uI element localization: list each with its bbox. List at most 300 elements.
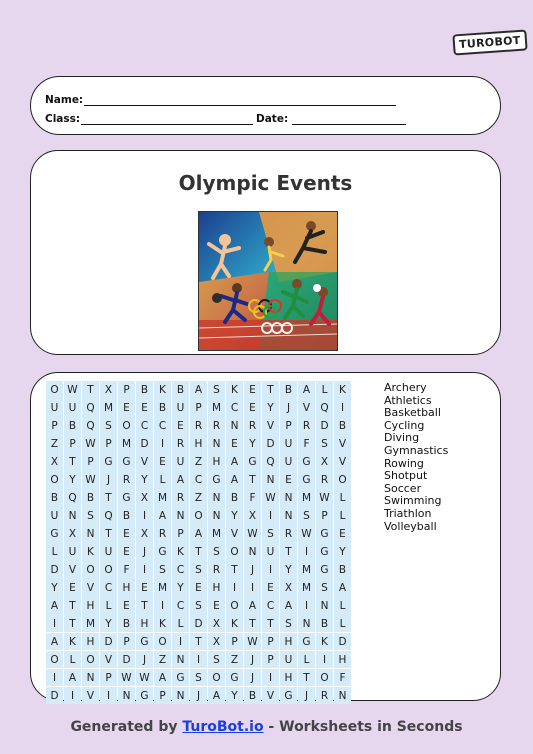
grid-cell[interactable]: I (298, 597, 315, 615)
grid-cell[interactable]: L (298, 651, 315, 669)
grid-cell[interactable]: G (298, 471, 315, 489)
grid-cell[interactable]: K (172, 543, 189, 561)
grid-cell[interactable]: N (334, 687, 351, 705)
grid-cell[interactable]: A (226, 471, 243, 489)
grid-cell[interactable]: I (136, 507, 153, 525)
grid-cell[interactable]: T (64, 615, 81, 633)
grid-cell[interactable]: G (244, 453, 261, 471)
grid-cell[interactable]: D (118, 651, 135, 669)
grid-cell[interactable]: G (280, 687, 297, 705)
grid-cell[interactable]: J (136, 651, 153, 669)
grid-cell[interactable]: Y (262, 399, 279, 417)
grid-cell[interactable]: D (136, 435, 153, 453)
grid-cell[interactable]: G (136, 687, 153, 705)
grid-cell[interactable]: M (298, 561, 315, 579)
grid-cell[interactable]: M (298, 579, 315, 597)
grid-cell[interactable]: V (64, 561, 81, 579)
grid-cell[interactable]: Y (226, 507, 243, 525)
grid-cell[interactable]: C (172, 597, 189, 615)
grid-cell[interactable]: O (154, 633, 171, 651)
grid-cell[interactable]: E (280, 471, 297, 489)
grid-cell[interactable]: V (82, 687, 99, 705)
grid-cell[interactable]: N (262, 471, 279, 489)
grid-cell[interactable]: L (46, 543, 63, 561)
grid-cell[interactable]: B (154, 399, 171, 417)
grid-cell[interactable]: E (118, 597, 135, 615)
grid-cell[interactable]: X (100, 381, 117, 399)
grid-cell[interactable]: Y (280, 561, 297, 579)
grid-cell[interactable]: Y (226, 687, 243, 705)
grid-cell[interactable]: I (334, 399, 351, 417)
grid-cell[interactable]: H (82, 633, 99, 651)
grid-cell[interactable]: V (334, 435, 351, 453)
grid-cell[interactable]: T (298, 669, 315, 687)
grid-cell[interactable]: V (262, 687, 279, 705)
grid-cell[interactable]: H (118, 579, 135, 597)
grid-cell[interactable]: E (334, 525, 351, 543)
grid-cell[interactable]: R (154, 525, 171, 543)
grid-cell[interactable]: V (262, 417, 279, 435)
grid-cell[interactable]: P (154, 687, 171, 705)
grid-cell[interactable]: E (172, 417, 189, 435)
grid-cell[interactable]: G (316, 543, 333, 561)
grid-cell[interactable]: A (280, 597, 297, 615)
grid-cell[interactable]: G (118, 489, 135, 507)
grid-cell[interactable]: U (100, 543, 117, 561)
grid-cell[interactable]: I (190, 651, 207, 669)
grid-cell[interactable]: Y (46, 579, 63, 597)
grid-cell[interactable]: W (82, 435, 99, 453)
grid-cell[interactable]: S (208, 543, 225, 561)
grid-cell[interactable]: T (100, 489, 117, 507)
grid-cell[interactable]: E (190, 579, 207, 597)
grid-cell[interactable]: N (316, 597, 333, 615)
grid-cell[interactable]: M (154, 489, 171, 507)
grid-cell[interactable]: S (208, 651, 225, 669)
grid-cell[interactable]: N (64, 507, 81, 525)
name-line[interactable] (84, 93, 396, 106)
grid-cell[interactable]: V (226, 525, 243, 543)
grid-cell[interactable]: D (190, 615, 207, 633)
grid-cell[interactable]: I (244, 579, 261, 597)
grid-cell[interactable]: R (280, 525, 297, 543)
grid-cell[interactable]: P (46, 417, 63, 435)
grid-cell[interactable]: N (244, 543, 261, 561)
grid-cell[interactable]: P (226, 633, 243, 651)
grid-cell[interactable]: T (136, 597, 153, 615)
grid-cell[interactable]: U (280, 453, 297, 471)
letter-grid[interactable] (46, 381, 351, 704)
grid-cell[interactable]: K (226, 615, 243, 633)
grid-cell[interactable]: B (280, 381, 297, 399)
grid-cell[interactable]: B (118, 507, 135, 525)
grid-cell[interactable]: X (208, 633, 225, 651)
grid-cell[interactable]: R (316, 471, 333, 489)
grid-cell[interactable]: R (316, 687, 333, 705)
grid-cell[interactable]: J (244, 651, 261, 669)
grid-cell[interactable]: Q (100, 507, 117, 525)
grid-cell[interactable]: N (280, 489, 297, 507)
grid-cell[interactable]: O (82, 561, 99, 579)
grid-cell[interactable]: Z (154, 651, 171, 669)
grid-cell[interactable]: W (316, 489, 333, 507)
grid-cell[interactable]: G (172, 669, 189, 687)
grid-cell[interactable]: X (136, 489, 153, 507)
grid-cell[interactable]: O (226, 597, 243, 615)
grid-cell[interactable]: K (64, 633, 81, 651)
grid-cell[interactable]: R (208, 417, 225, 435)
grid-cell[interactable]: J (136, 543, 153, 561)
grid-cell[interactable]: H (136, 615, 153, 633)
grid-cell[interactable]: N (226, 417, 243, 435)
grid-cell[interactable]: K (334, 381, 351, 399)
grid-cell[interactable]: V (136, 453, 153, 471)
grid-cell[interactable]: R (172, 435, 189, 453)
grid-cell[interactable]: I (298, 543, 315, 561)
grid-cell[interactable]: Q (82, 417, 99, 435)
grid-cell[interactable]: C (136, 417, 153, 435)
grid-cell[interactable]: O (208, 669, 225, 687)
grid-cell[interactable]: B (334, 417, 351, 435)
grid-cell[interactable]: O (190, 507, 207, 525)
grid-cell[interactable]: O (334, 471, 351, 489)
grid-cell[interactable]: R (118, 471, 135, 489)
grid-cell[interactable]: O (118, 417, 135, 435)
grid-cell[interactable]: N (208, 435, 225, 453)
grid-cell[interactable]: I (316, 651, 333, 669)
grid-cell[interactable]: T (262, 615, 279, 633)
grid-cell[interactable]: Z (190, 453, 207, 471)
grid-cell[interactable]: R (244, 417, 261, 435)
grid-cell[interactable]: Y (100, 615, 117, 633)
grid-cell[interactable]: R (298, 417, 315, 435)
grid-cell[interactable]: P (100, 435, 117, 453)
grid-cell[interactable]: I (154, 597, 171, 615)
grid-cell[interactable]: J (190, 687, 207, 705)
grid-cell[interactable]: B (118, 615, 135, 633)
grid-cell[interactable]: T (226, 561, 243, 579)
grid-cell[interactable]: N (82, 669, 99, 687)
grid-cell[interactable]: K (316, 633, 333, 651)
grid-cell[interactable]: A (154, 507, 171, 525)
grid-cell[interactable]: C (172, 561, 189, 579)
grid-cell[interactable]: D (100, 633, 117, 651)
grid-cell[interactable]: I (136, 561, 153, 579)
grid-cell[interactable]: W (298, 525, 315, 543)
grid-cell[interactable]: A (334, 579, 351, 597)
grid-cell[interactable]: L (334, 615, 351, 633)
grid-cell[interactable]: T (190, 543, 207, 561)
grid-cell[interactable]: J (100, 471, 117, 489)
grid-cell[interactable]: B (64, 417, 81, 435)
grid-cell[interactable]: G (208, 471, 225, 489)
grid-cell[interactable]: X (244, 507, 261, 525)
grid-cell[interactable]: A (190, 381, 207, 399)
grid-cell[interactable]: P (64, 435, 81, 453)
grid-cell[interactable]: V (298, 399, 315, 417)
grid-cell[interactable]: P (118, 633, 135, 651)
grid-cell[interactable]: C (100, 579, 117, 597)
grid-cell[interactable]: U (280, 651, 297, 669)
grid-cell[interactable]: B (226, 489, 243, 507)
grid-cell[interactable]: Y (334, 543, 351, 561)
grid-cell[interactable]: S (82, 507, 99, 525)
grid-cell[interactable]: A (208, 687, 225, 705)
grid-cell[interactable]: Q (262, 453, 279, 471)
grid-cell[interactable]: W (244, 633, 261, 651)
grid-cell[interactable]: A (244, 597, 261, 615)
grid-cell[interactable]: W (262, 489, 279, 507)
grid-cell[interactable]: R (208, 561, 225, 579)
grid-cell[interactable]: Q (82, 399, 99, 417)
grid-cell[interactable]: A (46, 597, 63, 615)
grid-cell[interactable]: A (298, 381, 315, 399)
grid-cell[interactable]: C (226, 399, 243, 417)
grid-cell[interactable]: K (82, 543, 99, 561)
grid-cell[interactable]: G (46, 525, 63, 543)
grid-cell[interactable]: C (154, 417, 171, 435)
grid-cell[interactable]: I (64, 687, 81, 705)
grid-cell[interactable]: I (154, 435, 171, 453)
grid-cell[interactable]: H (190, 435, 207, 453)
name-field[interactable] (45, 93, 396, 106)
grid-cell[interactable]: S (262, 525, 279, 543)
grid-cell[interactable]: L (64, 651, 81, 669)
grid-cell[interactable]: I (100, 687, 117, 705)
grid-cell[interactable]: N (82, 525, 99, 543)
class-line[interactable] (81, 112, 253, 125)
grid-cell[interactable]: M (208, 525, 225, 543)
grid-cell[interactable]: F (298, 435, 315, 453)
grid-cell[interactable]: O (46, 381, 63, 399)
grid-cell[interactable]: D (334, 633, 351, 651)
grid-cell[interactable]: T (280, 543, 297, 561)
grid-cell[interactable]: U (262, 543, 279, 561)
grid-cell[interactable]: I (262, 507, 279, 525)
grid-cell[interactable]: H (82, 597, 99, 615)
grid-cell[interactable]: W (244, 525, 261, 543)
grid-cell[interactable]: V (100, 651, 117, 669)
grid-cell[interactable]: W (118, 669, 135, 687)
grid-cell[interactable]: G (298, 453, 315, 471)
grid-cell[interactable]: P (172, 525, 189, 543)
grid-cell[interactable]: L (100, 597, 117, 615)
class-field[interactable] (45, 112, 253, 125)
grid-cell[interactable]: R (172, 489, 189, 507)
grid-cell[interactable]: P (262, 633, 279, 651)
grid-cell[interactable]: G (154, 543, 171, 561)
grid-cell[interactable]: N (172, 507, 189, 525)
grid-cell[interactable]: S (316, 579, 333, 597)
grid-cell[interactable]: T (64, 597, 81, 615)
grid-cell[interactable]: L (172, 615, 189, 633)
grid-cell[interactable]: Y (136, 471, 153, 489)
grid-cell[interactable]: L (154, 471, 171, 489)
grid-cell[interactable]: H (334, 651, 351, 669)
grid-cell[interactable]: Z (190, 489, 207, 507)
grid-cell[interactable]: N (298, 615, 315, 633)
grid-cell[interactable]: O (82, 651, 99, 669)
grid-cell[interactable]: K (154, 381, 171, 399)
grid-cell[interactable]: E (118, 525, 135, 543)
grid-cell[interactable]: X (316, 453, 333, 471)
grid-cell[interactable]: Y (172, 579, 189, 597)
grid-cell[interactable]: C (262, 597, 279, 615)
grid-cell[interactable]: N (172, 687, 189, 705)
grid-cell[interactable]: A (64, 669, 81, 687)
grid-cell[interactable]: I (262, 561, 279, 579)
grid-cell[interactable]: E (262, 579, 279, 597)
turobot-link[interactable]: TuroBot.io (182, 719, 264, 735)
grid-cell[interactable]: T (244, 471, 261, 489)
grid-cell[interactable]: T (262, 381, 279, 399)
grid-cell[interactable]: T (244, 615, 261, 633)
grid-cell[interactable]: P (82, 453, 99, 471)
grid-cell[interactable]: H (208, 579, 225, 597)
grid-cell[interactable]: M (118, 435, 135, 453)
grid-cell[interactable]: O (316, 669, 333, 687)
grid-cell[interactable]: O (46, 471, 63, 489)
grid-cell[interactable]: I (46, 615, 63, 633)
grid-cell[interactable]: G (118, 453, 135, 471)
grid-cell[interactable]: J (280, 399, 297, 417)
grid-cell[interactable]: S (190, 561, 207, 579)
grid-cell[interactable]: N (172, 651, 189, 669)
grid-cell[interactable]: V (82, 579, 99, 597)
grid-cell[interactable]: A (190, 525, 207, 543)
grid-cell[interactable]: S (208, 381, 225, 399)
grid-cell[interactable]: S (100, 417, 117, 435)
grid-cell[interactable]: H (208, 453, 225, 471)
grid-cell[interactable]: O (226, 543, 243, 561)
grid-cell[interactable]: A (172, 471, 189, 489)
grid-cell[interactable]: D (46, 561, 63, 579)
grid-cell[interactable]: N (208, 489, 225, 507)
grid-cell[interactable]: J (298, 687, 315, 705)
grid-cell[interactable]: E (136, 579, 153, 597)
grid-cell[interactable]: S (190, 597, 207, 615)
grid-cell[interactable]: N (208, 507, 225, 525)
grid-cell[interactable]: W (82, 471, 99, 489)
grid-cell[interactable]: Q (316, 399, 333, 417)
grid-cell[interactable]: N (280, 507, 297, 525)
grid-cell[interactable]: E (244, 381, 261, 399)
grid-cell[interactable]: U (46, 399, 63, 417)
grid-cell[interactable]: I (172, 633, 189, 651)
date-field[interactable] (256, 112, 406, 125)
grid-cell[interactable]: B (82, 489, 99, 507)
grid-cell[interactable]: G (100, 453, 117, 471)
grid-cell[interactable]: E (208, 597, 225, 615)
grid-cell[interactable]: K (226, 381, 243, 399)
grid-cell[interactable]: M (298, 489, 315, 507)
grid-cell[interactable]: F (334, 669, 351, 687)
grid-cell[interactable]: V (334, 453, 351, 471)
grid-cell[interactable]: S (316, 435, 333, 453)
grid-cell[interactable]: G (316, 525, 333, 543)
grid-cell[interactable]: X (280, 579, 297, 597)
grid-cell[interactable]: B (172, 381, 189, 399)
grid-cell[interactable]: A (154, 669, 171, 687)
grid-cell[interactable]: X (208, 615, 225, 633)
grid-cell[interactable]: P (262, 651, 279, 669)
grid-cell[interactable]: I (46, 669, 63, 687)
grid-cell[interactable]: S (190, 669, 207, 687)
grid-cell[interactable]: B (136, 381, 153, 399)
grid-cell[interactable]: O (46, 651, 63, 669)
grid-cell[interactable]: K (154, 615, 171, 633)
grid-cell[interactable]: A (226, 453, 243, 471)
grid-cell[interactable]: U (172, 399, 189, 417)
grid-cell[interactable]: E (136, 399, 153, 417)
grid-cell[interactable]: E (244, 399, 261, 417)
grid-cell[interactable]: M (82, 615, 99, 633)
grid-cell[interactable]: T (190, 633, 207, 651)
grid-cell[interactable]: X (64, 525, 81, 543)
grid-cell[interactable]: P (280, 417, 297, 435)
grid-cell[interactable]: E (118, 399, 135, 417)
grid-cell[interactable]: D (316, 417, 333, 435)
grid-cell[interactable]: Y (244, 435, 261, 453)
grid-cell[interactable]: N (118, 687, 135, 705)
grid-cell[interactable]: L (334, 489, 351, 507)
grid-cell[interactable]: D (46, 687, 63, 705)
grid-cell[interactable]: J (244, 669, 261, 687)
grid-cell[interactable]: P (316, 507, 333, 525)
grid-cell[interactable]: P (118, 381, 135, 399)
grid-cell[interactable]: U (280, 435, 297, 453)
grid-cell[interactable]: Z (226, 651, 243, 669)
grid-cell[interactable]: G (226, 669, 243, 687)
grid-cell[interactable]: E (64, 579, 81, 597)
grid-cell[interactable]: A (46, 633, 63, 651)
grid-cell[interactable]: E (154, 453, 171, 471)
grid-cell[interactable]: U (64, 543, 81, 561)
grid-cell[interactable]: J (244, 561, 261, 579)
grid-cell[interactable]: I (262, 669, 279, 687)
grid-cell[interactable]: U (172, 453, 189, 471)
grid-cell[interactable]: B (244, 687, 261, 705)
grid-cell[interactable]: P (190, 399, 207, 417)
grid-cell[interactable]: W (64, 381, 81, 399)
grid-cell[interactable]: H (280, 633, 297, 651)
grid-cell[interactable]: T (82, 381, 99, 399)
grid-cell[interactable]: M (208, 399, 225, 417)
grid-cell[interactable]: T (100, 525, 117, 543)
grid-cell[interactable]: F (244, 489, 261, 507)
grid-cell[interactable]: L (316, 381, 333, 399)
grid-cell[interactable]: G (298, 633, 315, 651)
grid-cell[interactable]: P (100, 669, 117, 687)
grid-cell[interactable]: B (334, 561, 351, 579)
grid-cell[interactable]: M (100, 399, 117, 417)
grid-cell[interactable]: S (298, 507, 315, 525)
grid-cell[interactable]: B (46, 489, 63, 507)
grid-cell[interactable]: X (46, 453, 63, 471)
grid-cell[interactable]: E (226, 435, 243, 453)
grid-cell[interactable]: L (334, 597, 351, 615)
grid-cell[interactable]: U (64, 399, 81, 417)
grid-cell[interactable]: I (226, 579, 243, 597)
grid-cell[interactable]: T (64, 453, 81, 471)
grid-cell[interactable]: M (154, 579, 171, 597)
grid-cell[interactable]: G (136, 633, 153, 651)
grid-cell[interactable]: U (46, 507, 63, 525)
grid-cell[interactable]: B (316, 615, 333, 633)
grid-cell[interactable]: Z (46, 435, 63, 453)
grid-cell[interactable]: S (280, 615, 297, 633)
grid-cell[interactable]: X (136, 525, 153, 543)
